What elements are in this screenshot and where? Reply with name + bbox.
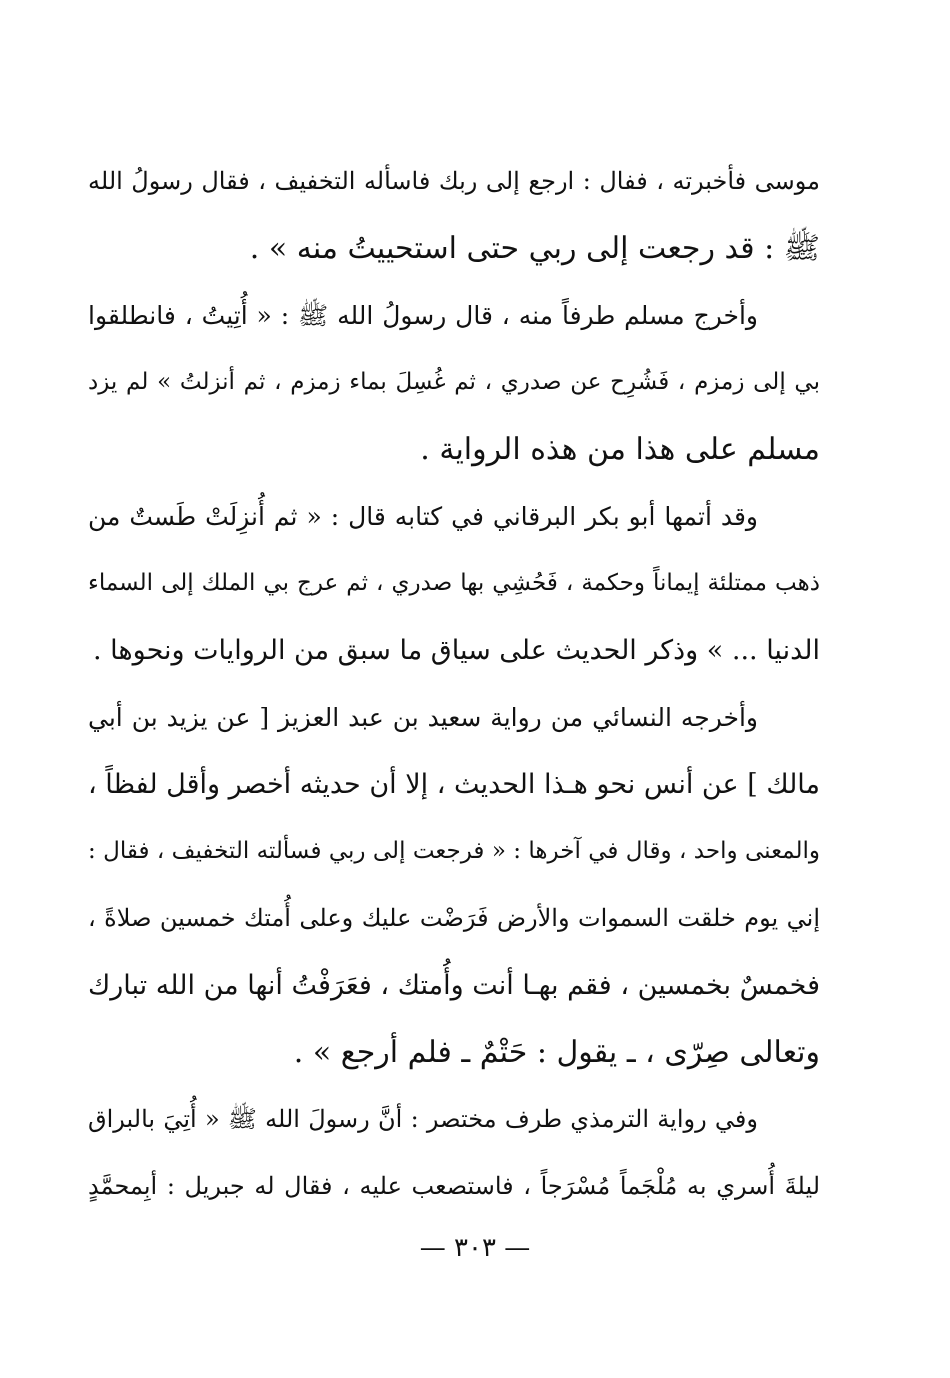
text-line: موسى فأخبرته ، ففال : ارجع إلى ربك فاسأله التخفيف ، فقال رسولُ الله	[88, 167, 820, 195]
text-line: والمعنى واحد ، وقال في آخرها : « فرجعت إلى ربي فسألته التخفيف ، فقال :	[88, 838, 820, 864]
paragraph-4	[88, 684, 820, 1086]
page-number: — ٣٠٣ —	[419, 1233, 531, 1263]
text-line: الدنيا ... » وذكر الحديث على سياق ما سبق من الروايات ونحوها .	[92, 635, 820, 666]
text-line: وفي رواية الترمذي طرف مختصر : أنَّ رسولَ الله ﷺ « أُتِيَ بالبراق	[88, 1105, 758, 1133]
text-line: وأخرجه النسائي من رواية سعيد بن عبد العزيز [ عن يزيد بن أبي	[88, 703, 758, 732]
text-line: بي إلى زمزم ، فَشُرِح عن صدري ، ثم غُسِلَ بماء زمزم ، ثم أنزلتُ » لم يزد	[88, 369, 820, 395]
text-line: فخمسٌ بخمسين ، فقم بهـا أنت وأُمتك ، فعَرَفْتُ أنها من الله تبارك	[88, 970, 820, 1001]
text-line: إني يوم خلقت السموات والأرض فَرَضْت عليك وعلى أُمتك خمسين صلاةً ،	[88, 904, 820, 932]
text-line: وأخرج مسلم طرفاً منه ، قال رسولُ الله ﷺ : « أُتِيتُ ، فانطلقوا	[88, 301, 758, 330]
text-line: وتعالى صِرّى ، ـ يقول : حَتْمٌ ـ فلم أرجع » .	[293, 1035, 820, 1070]
text-line: ليلةَ أُسري به مُلْجَماً مُسْرَجاً ، فاستصعب عليه ، فقال له جبريل : أبِمحمَّدٍ	[88, 1172, 821, 1200]
text-line: ﷺ : قد رجعت إلى ربي حتى استحييتُ منه » .	[249, 231, 820, 266]
paragraph-2	[88, 282, 820, 483]
text-line: وقد أتمها أبو بكر البرقاني في كتابه قال : « ثم أُنزِلَتْ طَستٌ من	[88, 502, 758, 531]
page-text	[88, 148, 820, 1220]
text-line: مسلم على هذا من هذه الرواية .	[420, 432, 820, 467]
paragraph-3	[88, 483, 820, 684]
paragraph-1	[88, 148, 820, 282]
text-line: ذهب ممتلئة إيماناً وحكمة ، فَحُشِي بها صدري ، ثم عرج بي الملك إلى السماء	[88, 570, 820, 596]
text-line: مالك ] عن أنس نحو هـذا الحديث ، إلا أن حديثه أخصر وأقل لفظاً ،	[88, 769, 820, 800]
paragraph-5	[88, 1086, 820, 1220]
